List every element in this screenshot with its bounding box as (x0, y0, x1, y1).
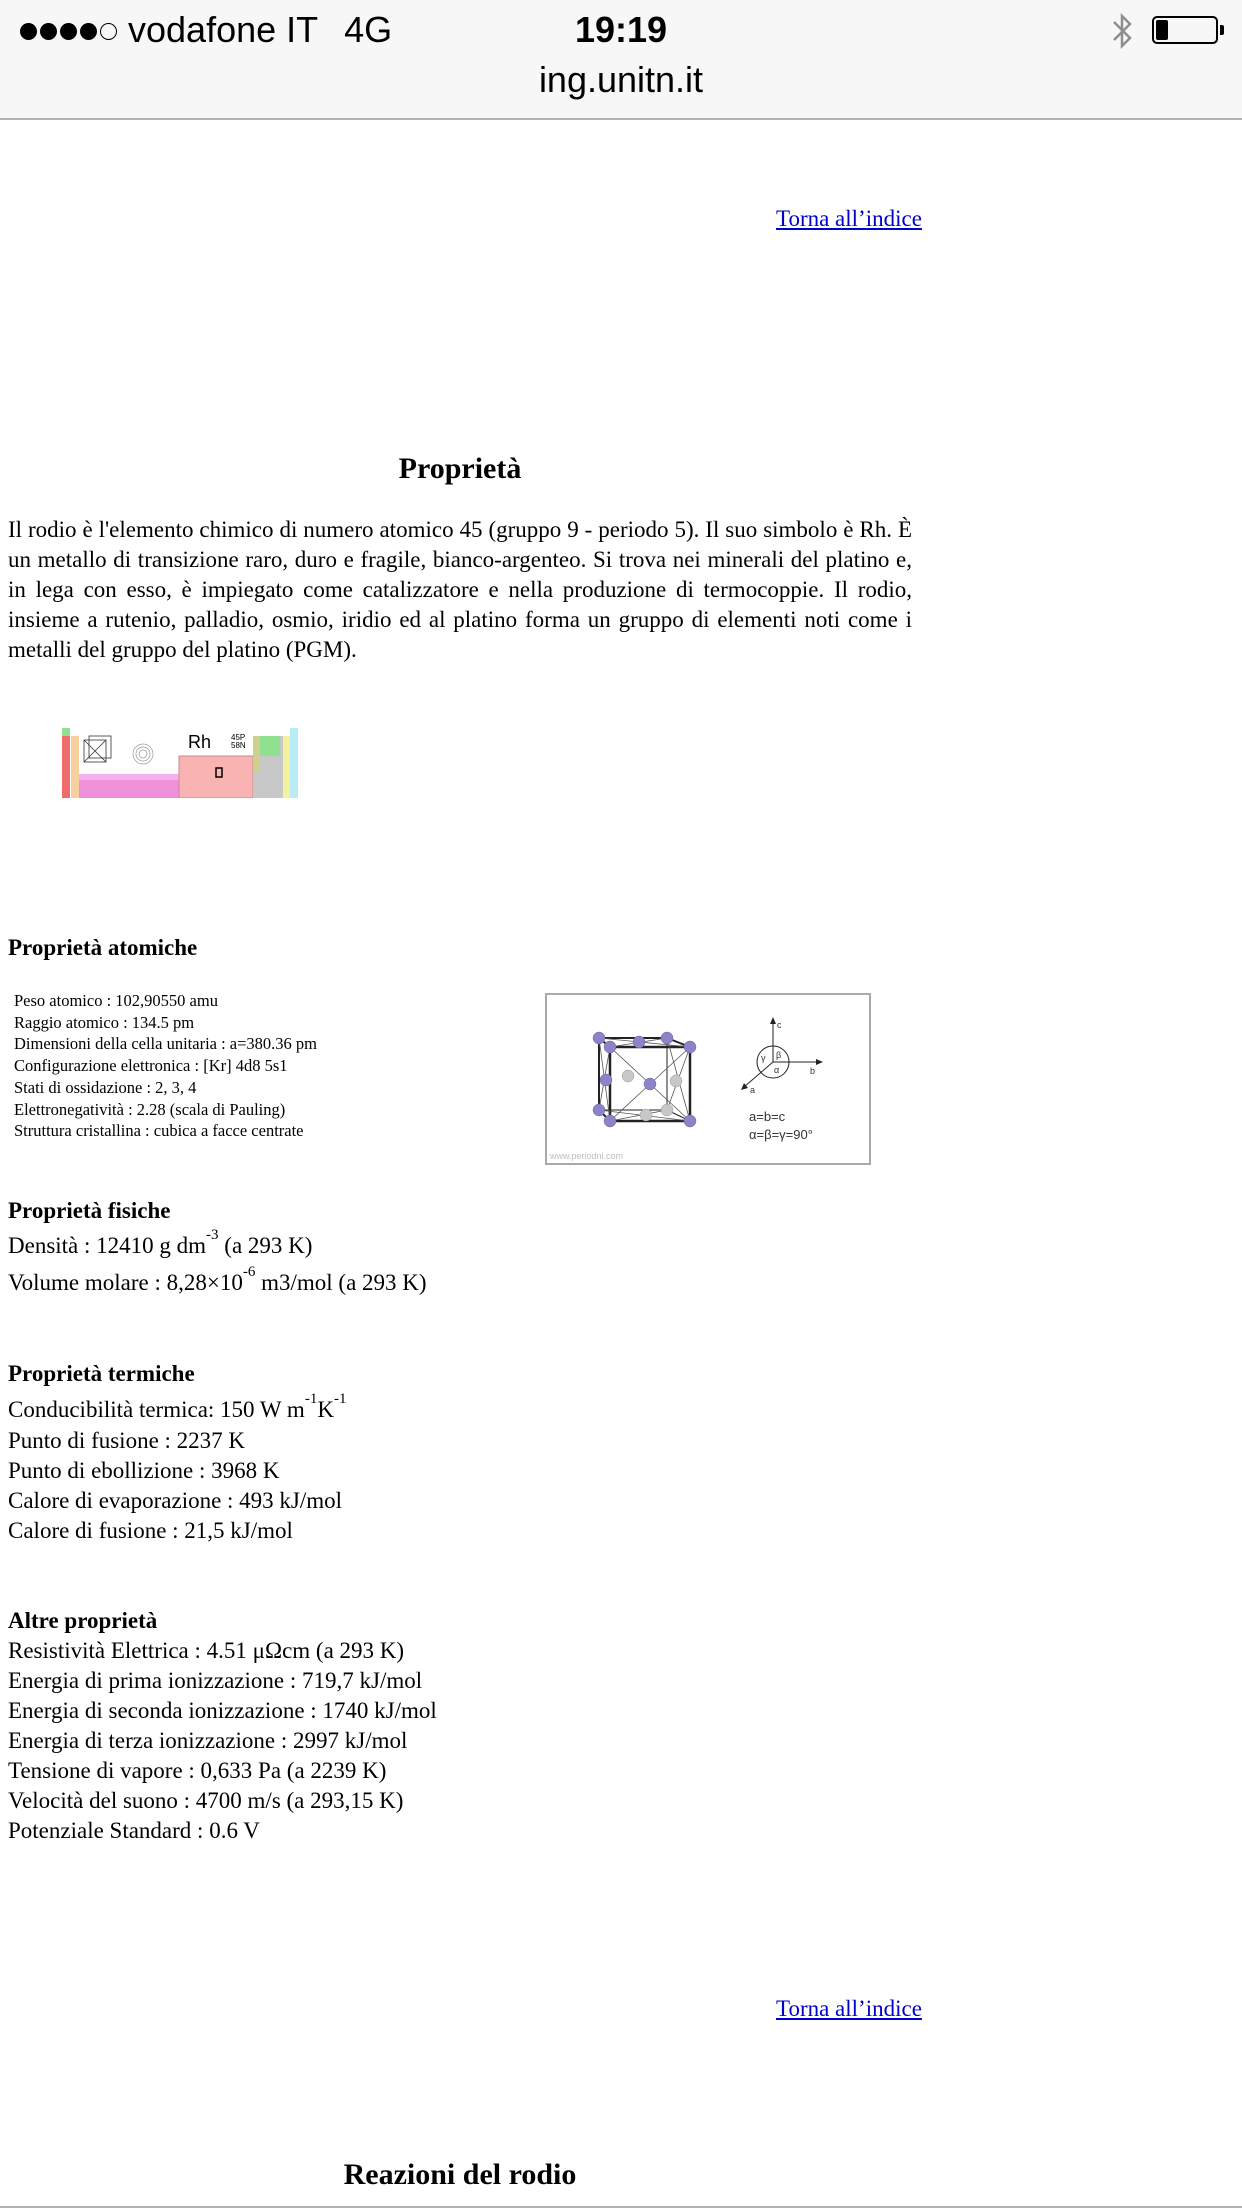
atomic-property: Raggio atomico : 134.5 pm (14, 1012, 195, 1032)
atomic-property: Peso atomico : 102,90550 amu (14, 991, 218, 1010)
lattice-relation-1: a=b=c (749, 1109, 786, 1124)
bluetooth-icon (1108, 10, 1136, 54)
section-title-other: Altre proprietà (8, 1608, 158, 1633)
conductivity-unit-k: K (317, 1397, 334, 1422)
battery-tip (1220, 25, 1224, 35)
section-title-atomic: Proprietà atomiche (8, 935, 198, 960)
carrier-name: vodafone IT (128, 9, 319, 50)
atomic-property: Configurazione elettronica : [Kr] 4d8 5s1 (14, 1056, 288, 1076)
page-title: Proprietà (398, 452, 522, 485)
atomic-property: Dimensioni della cella unitaria : a=380.36 pm (14, 1034, 318, 1054)
thermal-property: Punto di fusione : 2237 K (8, 1428, 246, 1453)
proton-count: 45P (231, 733, 246, 742)
other-property: Resistività Elettrica : 4.51 μΩcm (a 293 K) (8, 1638, 405, 1663)
molar-volume-text: Volume molare : 8,28×10 (8, 1270, 243, 1295)
molar-volume-condition: m3/mol (a 293 K) (255, 1270, 427, 1295)
intro-paragraph: Il rodio è l'elemento chimico di numero atomico 45 (gruppo 9 - periodo 5). Il suo simbolo è Rh. È un metallo di transizione raro, duro e fragile, bianco-argenteo. Si trova nei minerali del platino e, in lega con esso, è impiegato come catalizzatore e nella produzione di termocoppie. Il rodio, insieme a rutenio, palladio, osmio, iridio ed al platino forma un gruppo di elementi noti come i metalli del gruppo del platino (PGM). (8, 517, 912, 662)
status-bar (0, 0, 1242, 120)
conductivity-exponent-1: -1 (304, 1391, 318, 1407)
other-property: Energia di seconda ionizzazione : 1740 kJ/mol (8, 1698, 437, 1723)
atomic-property: Struttura cristallina : cubica a facce centrate (14, 1121, 304, 1141)
angle-alpha-label: α (774, 1065, 780, 1075)
crystal-structure-image (545, 993, 871, 1165)
section-title-thermal: Proprietà termiche (8, 1361, 195, 1386)
molar-volume-exponent: -6 (242, 1264, 256, 1280)
fcc-unit-cell-diagram (547, 995, 869, 1163)
section-title-reactions: Reazioni del rodio (343, 2158, 577, 2191)
other-property: Potenziale Standard : 0.6 V (8, 1818, 260, 1843)
angle-beta-label: β (776, 1050, 782, 1060)
other-property: Velocità del suono : 4700 m/s (a 293,15 K) (8, 1788, 404, 1813)
conductivity-text: Conducibilità termica: 150 W m (8, 1397, 305, 1422)
thermal-conductivity-line (8, 1391, 347, 1423)
back-to-index-link-top[interactable]: Torna all’indice (776, 206, 922, 231)
axis-b-label: b (810, 1066, 816, 1076)
density-exponent: -3 (206, 1227, 219, 1243)
section-title-physical: Proprietà fisiche (8, 1198, 171, 1223)
molar-volume-line (8, 1264, 427, 1296)
other-property: Energia di prima ionizzazione : 719,7 kJ/mol (8, 1668, 423, 1693)
element-symbol: Rh (188, 732, 212, 752)
axis-c-label: c (777, 1020, 782, 1030)
atomic-property: Stati di ossidazione : 2, 3, 4 (14, 1077, 197, 1097)
conductivity-exponent-2: -1 (333, 1391, 347, 1407)
other-property: Energia di terza ionizzazione : 2997 kJ/mol (8, 1728, 408, 1753)
url-bar[interactable]: ing.unitn.it (538, 59, 704, 100)
axis-a-label: a (750, 1085, 756, 1095)
lattice-relation-2: α=β=γ=90° (749, 1127, 813, 1142)
image-watermark: www.periodni.com (550, 1151, 624, 1161)
other-property: Tensione di vapore : 0,633 Pa (a 2239 K) (8, 1758, 387, 1783)
density-text: Densità : 12410 g dm (8, 1233, 207, 1258)
back-to-index-link-bottom[interactable]: Torna all’indice (776, 1996, 922, 2021)
thermal-property: Calore di evaporazione : 493 kJ/mol (8, 1488, 343, 1513)
neutron-count: 58N (231, 741, 246, 750)
atomic-properties-list (14, 990, 317, 1142)
atomic-property: Elettronegatività : 2.28 (scala di Pauling) (14, 1099, 286, 1119)
battery-fill (1156, 20, 1168, 40)
thermal-property: Calore di fusione : 21,5 kJ/mol (8, 1518, 293, 1543)
density-line (8, 1227, 313, 1259)
network-type: 4G (344, 9, 393, 50)
thermal-property: Punto di ebollizione : 3968 K (8, 1458, 280, 1483)
clock: 19:19 (574, 9, 668, 50)
battery-icon (1152, 16, 1218, 44)
periodic-table-image (62, 726, 298, 798)
angle-gamma-label: γ (761, 1053, 766, 1063)
density-condition: (a 293 K) (218, 1233, 313, 1258)
